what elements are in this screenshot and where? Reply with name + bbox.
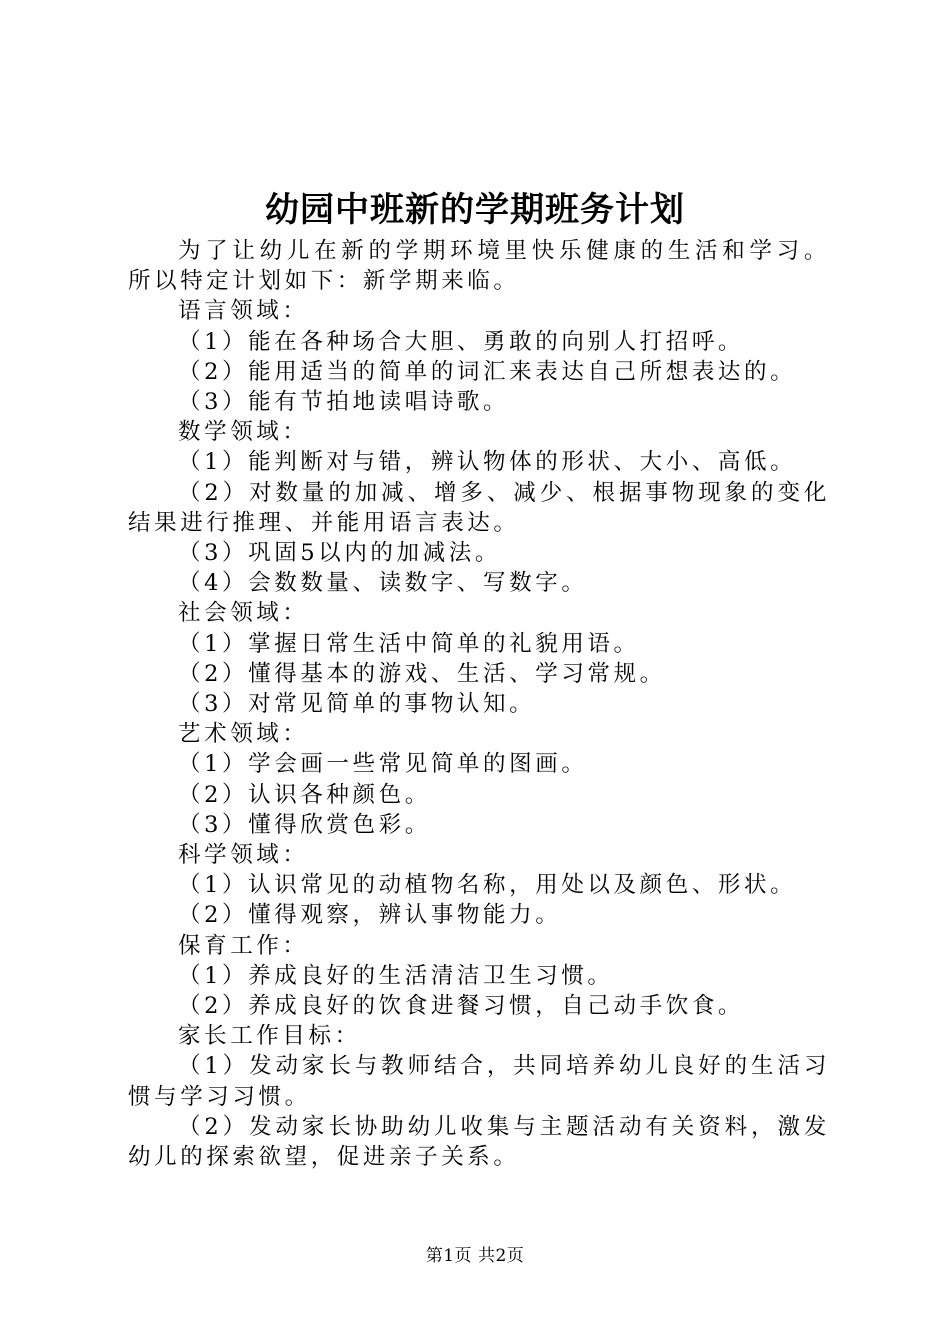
list-item: （1）认识常见的动植物名称，用处以及颜色、形状。 [178, 872, 797, 899]
list-item: （1）掌握日常生活中简单的礼貌用语。 [178, 630, 640, 657]
page-title: 幼园中班新的学期班务计划 [265, 190, 685, 230]
section-heading-parents: 家长工作目标： [178, 1023, 361, 1050]
section-heading-science: 科学领域： [178, 842, 309, 869]
list-item: （2）能用适当的简单的词汇来表达自己所想表达的。 [178, 358, 797, 385]
section-heading-language: 语言领域： [178, 298, 309, 325]
list-item: （1）发动家长与教师结合，共同培养幼儿良好的生活习惯与学习习惯。 [128, 1053, 830, 1110]
list-item: （2）养成良好的饮食进餐习惯，自己动手饮食。 [178, 993, 745, 1020]
section-heading-art: 艺术领域： [178, 721, 309, 748]
section-heading-care: 保育工作： [178, 932, 309, 959]
intro-paragraph: 为了让幼儿在新的学期环境里快乐健康的生活和学习。所以特定计划如下：新学期来临。 [128, 238, 830, 295]
list-item: （1）养成良好的生活清洁卫生习惯。 [178, 962, 614, 989]
list-item: （3）对常见简单的事物认知。 [178, 691, 536, 718]
list-item: （2）发动家长协助幼儿收集与主题活动有关资料，激发幼儿的探索欲望，促进亲子关系。 [128, 1113, 830, 1171]
list-item: （3）懂得欣赏色彩。 [178, 811, 431, 838]
section-heading-social: 社会领域： [178, 600, 309, 627]
list-item: （1）能判断对与错，辨认物体的形状、大小、高低。 [178, 449, 797, 476]
list-item: （2）认识各种颜色。 [178, 781, 431, 808]
list-item: （2）对数量的加减、增多、减少、根据事物现象的变化结果进行推理、并能用语言表达。 [128, 479, 830, 536]
page-footer: 第1页 共2页 [425, 1246, 525, 1266]
list-item: （4）会数数量、读数字、写数字。 [178, 570, 588, 597]
list-item: （1）学会画一些常见简单的图画。 [178, 751, 588, 778]
list-item: （2）懂得基本的游戏、生活、学习常规。 [178, 660, 666, 687]
list-item: （1）能在各种场合大胆、勇敢的向别人打招呼。 [178, 328, 745, 355]
list-item: （3）巩固5以内的加减法。 [178, 540, 501, 567]
section-heading-math: 数学领域： [178, 419, 309, 446]
document-body [128, 236, 830, 1172]
list-item: （3）能有节拍地读唱诗歌。 [178, 389, 510, 416]
list-item: （2）懂得观察，辨认事物能力。 [178, 902, 562, 929]
